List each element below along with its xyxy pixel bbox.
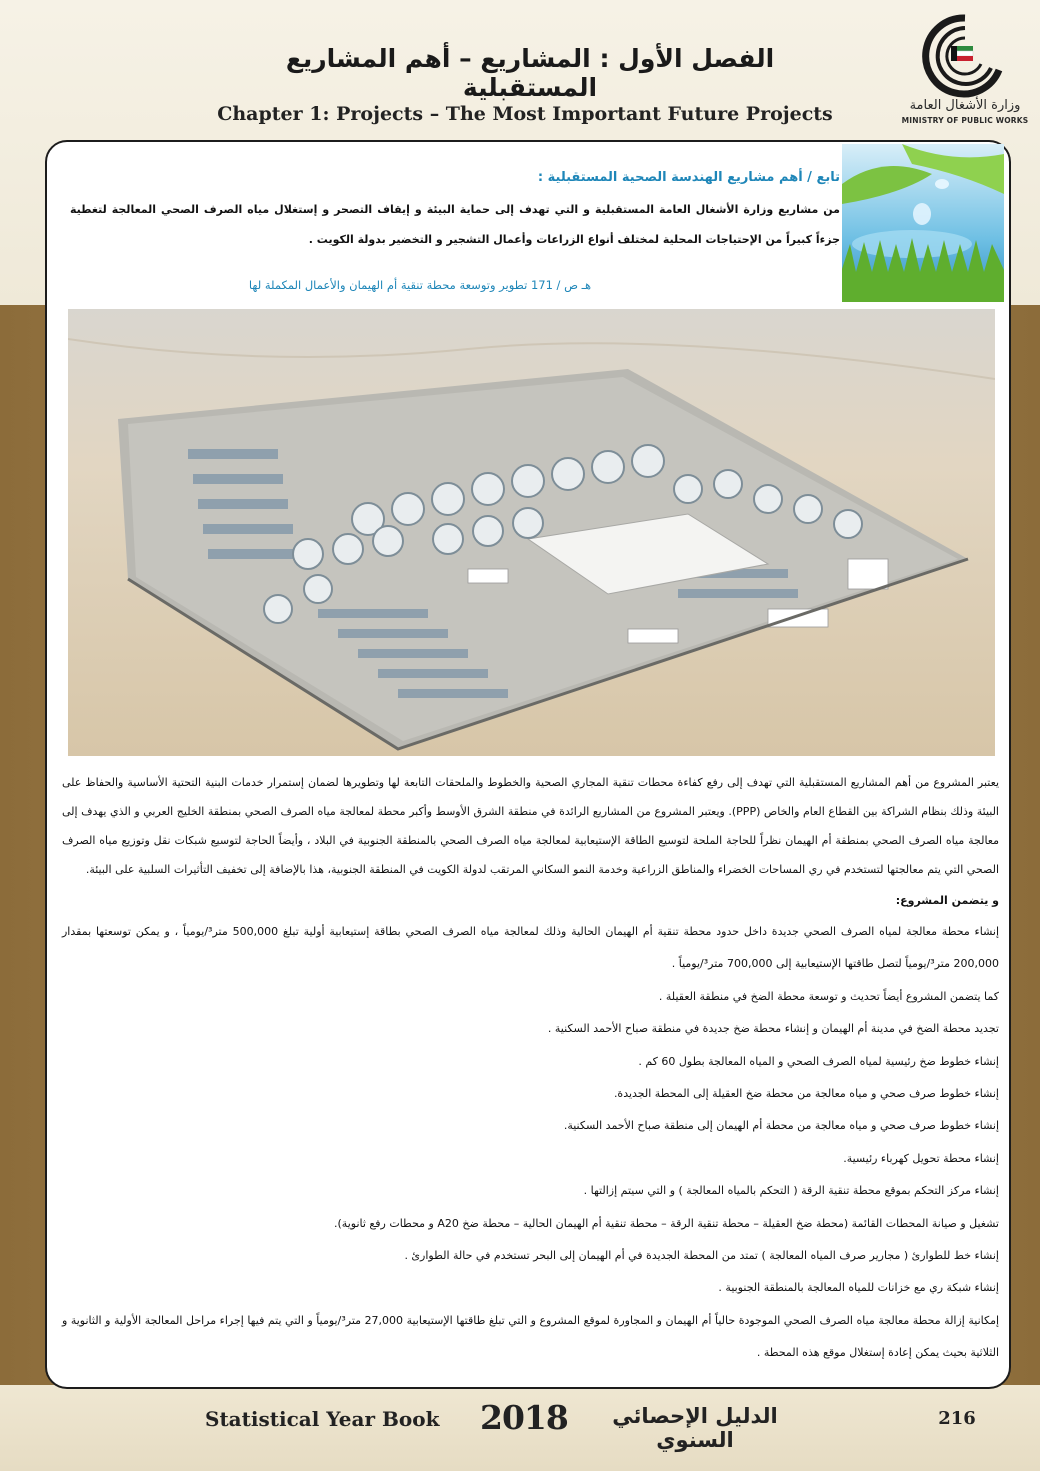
ministry-name-en: MINISTRY OF PUBLIC WORKS <box>901 116 1029 125</box>
list-item: إنشاء خطوط ضخ رئيسية لمياه الصرف الصحي و المياه المعالجة بطول 60 كم . <box>638 1054 999 1068</box>
list-item: تشغيل و صيانة المحطات القائمة (محطة ضخ العقيلة – محطة تنقية الرقة – محطة تنقية أم الهيمان الحالية – محطة ضخ A20 و محطات رفع ثانوية). <box>334 1216 999 1230</box>
project-description <box>62 768 999 1370</box>
footer-book-title-ar: الدليل الإحصائي السنوي <box>612 1404 778 1452</box>
ministry-logo-icon <box>895 12 1035 98</box>
list-item: إنشاء خطوط صرف صحي و مياه معالجة من محطة ضخ العقيلة إلى المحطة الجديدة. <box>613 1087 999 1101</box>
page-number: 216 <box>938 1408 976 1429</box>
list-item: إنشاء محطة تحويل كهرباء رئيسية. <box>843 1151 999 1165</box>
ministry-logo <box>895 12 1035 130</box>
project-includes-heading: و يتضمن المشروع: <box>895 894 999 907</box>
section-paragraph: من مشاريع وزارة الأشغال العامة المستقبلية و التي تهدف إلى حماية البيئة و إيقاف التصحر و إستغلال مياه الصرف الصحي المعالجة لتغطية جزءاً كبيراً من الإحتياجات المحلية لمختلف أنواع الزراعات وأعمال التشجير و التخضير بدولة الكويت . <box>70 203 840 246</box>
section-title: تابع / أهم مشاريع الهندسة الصحية المستقبلية : <box>537 170 840 185</box>
ministry-name-ar: وزارة الأشغال العامة <box>909 98 1021 113</box>
list-item: إنشاء خطوط صرف صحي و مياه معالجة من محطة أم الهيمان إلى منطقة صباح الأحمد السكنية. <box>563 1119 999 1133</box>
water-drop-leaf-image <box>842 144 1004 302</box>
list-item: إنشاء خط للطوارئ ( مجارير صرف المياه المعالجة ) تمتد من المحطة الجديدة في أم الهيمان إلى البحر تستخدم في حالة الطوارئ . <box>404 1249 999 1263</box>
list-item: كما يتضمن المشروع أيضاً تحديث و توسعة محطة الضخ في منطقة العقيلة . <box>658 989 999 1003</box>
chapter-title-ar: الفصل الأول : المشاريع – أهم المشاريع المستقبلية <box>285 44 775 102</box>
chapter-title-en: Chapter 1: Projects – The Most Important Future Projects <box>217 103 833 125</box>
list-item: إنشاء شبكة ري مع خزانات للمياه المعالجة بالمنطقة الجنوبية . <box>718 1281 999 1295</box>
list-item: إنشاء مركز التحكم بموقع محطة تنقية الرقة ( التحكم بالمياه المعالجة ) و التي سيتم إزالتها . <box>583 1184 999 1198</box>
list-item: إمكانية إزالة محطة معالجة مياه الصرف الصحي الموجودة حالياً أم الهيمان و المجاورة لموقع المشروع و التي تبلغ طاقتها الإستيعابية 27,000 متر³/يومياً و التي يتم فيها إجراء مراحل المعالجة الأولية و الثانوية و الثلاثية بحيث يمكن إعادة إستغلال موقع هذه المحطة . <box>62 1313 1000 1360</box>
list-item: إنشاء محطة معالجة لمياه الصرف الصحي جديدة داخل حدود محطة تنقية أم الهيمان الحالية وذلك لمعالجة مياه الصرف الصحي بطاقة إستيعابية أولية تبلغ 500,000 متر³/يومياً ، و يمكن توسعتها بمقدار 200,000 متر³/يومياً لتصل طاقتها الإستيعابية إلى 700,000 متر³/يومياً . <box>62 925 1000 971</box>
project-overview-paragraph: يعتبر المشروع من أهم المشاريع المستقبلية التي تهدف إلى رفع كفاءة محطات تنقية المجاري الصحية والخطوط والملحقات التابعة لها وتطويرها لضمان إستمرار خدمات البنية التحتية الأساسية والحفاظ على البيئة وذلك بنظام الشراكة بين القطاع العام والخاص (PPP). ويعتبر المشروع من المشاريع الرائدة في منطقة الشرق الأوسط وأكبر محطة لمعالجة مياه الصرف الصحي بمنطقة الخليج العربي و الذي يهدف إلى معالجة مياه الصرف الصحي بمنطقة أم الهيمان نظراً للحاجة الملحة لتوسيع الطاقة الإستيعابية لمعالجة مياه الصرف الصحي بالمنطقة الجنوبية في البلاد ، وأيضاً الحاجة لتوسيع شبكات نقل وتوزيع مياه الصرف الصحي التي يتم معالجتها لتستخدم في ري المساحات الخضراء والمناطق الزراعية وخدمة النمو السكاني المرتقب لدولة الكويت في المنطقة الجنوبية، هذا بالإضافة إلى تخفيف التأثيرات السلبية على البيئة. <box>62 776 999 876</box>
list-item: تجديد محطة الضخ في مدينة أم الهيمان و إنشاء محطة ضخ جديدة في منطقة صباح الأحمد السكنية . <box>547 1022 999 1036</box>
footer-book-title-en: Statistical Year Book <box>205 1407 440 1431</box>
project-caption: هـ ص / 171 تطوير وتوسعة محطة تنقية أم الهيمان والأعمال المكملة لها <box>248 278 592 292</box>
footer-year: 2018 <box>480 1398 568 1437</box>
treatment-plant-rendering <box>68 309 995 756</box>
